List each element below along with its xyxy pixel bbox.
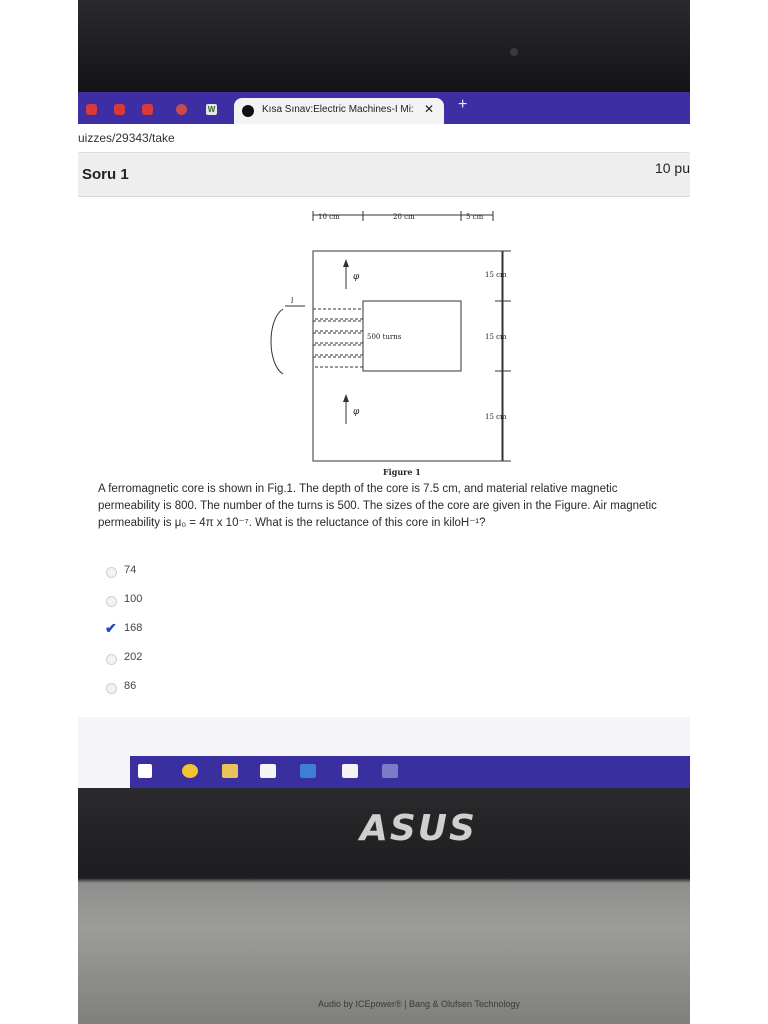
coil-turn: [313, 321, 363, 331]
tab-favicon-icon: [242, 105, 254, 117]
dim-15-bottom: 15 cm: [485, 413, 507, 421]
store-icon[interactable]: [260, 764, 276, 778]
browser-tabbar: [78, 92, 690, 124]
dim-5: 5 cm: [466, 213, 484, 221]
radio-button[interactable]: [106, 567, 117, 578]
dim-20: 20 cm: [393, 213, 415, 221]
tab-close-button[interactable]: ✕: [424, 102, 435, 116]
turns-label: 500 turns: [367, 333, 402, 341]
task-view-icon[interactable]: [138, 764, 152, 778]
laptop-screen: [78, 92, 690, 788]
audio-branding-text: Audio by ICEpower® | Bang & Olufsen Technology: [318, 999, 520, 1009]
coil-turn: [313, 333, 363, 343]
figure-caption: Figure 1: [383, 467, 421, 477]
radio-button[interactable]: [106, 596, 117, 607]
extension-w-icon[interactable]: W: [207, 105, 216, 114]
url-text[interactable]: uizzes/29343/take: [78, 131, 175, 145]
extension-icon[interactable]: [142, 104, 153, 115]
flux-label-bottom: φ: [353, 407, 360, 417]
question-points: 10 pu: [654, 160, 690, 176]
tab-title: Kısa Sınav:Electric Machines-I Mi:: [262, 104, 414, 115]
extension-icon[interactable]: [114, 104, 125, 115]
checkmark-icon: ✔: [105, 620, 117, 636]
coil-lead: [271, 309, 283, 374]
new-tab-button[interactable]: +: [458, 96, 468, 113]
flux-label-top: φ: [353, 272, 360, 282]
magnetic-core-figure: [263, 209, 523, 479]
app-icon[interactable]: [342, 764, 358, 778]
question-body: [78, 197, 690, 717]
webcam-icon: [510, 48, 518, 56]
answer-option-label: 202: [124, 651, 143, 663]
answer-option-label: 100: [124, 593, 143, 605]
coil-turn: [313, 309, 363, 319]
laptop-bezel-top: [78, 0, 690, 92]
question-header: [78, 154, 690, 197]
chrome-icon[interactable]: [182, 764, 198, 778]
mail-icon[interactable]: [300, 764, 316, 778]
windows-taskbar: [130, 756, 690, 788]
coil-turn: [313, 345, 363, 355]
answer-option-label: 74: [124, 564, 137, 576]
extension-icon[interactable]: [176, 104, 187, 115]
core-outer: [313, 251, 503, 461]
current-label: i: [291, 296, 294, 305]
dim-10: 10 cm: [318, 213, 340, 221]
asus-logo: ASUS: [360, 808, 477, 849]
dim-15-mid: 15 cm: [485, 333, 507, 341]
browser-tab-active[interactable]: [234, 98, 444, 124]
app-icon[interactable]: [382, 764, 398, 778]
answer-option-label: 168: [124, 622, 143, 634]
dim-15-top: 15 cm: [485, 271, 507, 279]
file-explorer-icon[interactable]: [222, 764, 238, 778]
address-bar[interactable]: [78, 124, 690, 153]
answer-option-label: 86: [124, 680, 137, 692]
radio-button[interactable]: [106, 654, 117, 665]
question-title: Soru 1: [82, 166, 129, 183]
extension-icon[interactable]: [86, 104, 97, 115]
coil-turn: [313, 357, 363, 367]
radio-button[interactable]: [106, 683, 117, 694]
question-text: A ferromagnetic core is shown in Fig.1. The depth of the core is 7.5 cm, and material relative magnetic permeability is 800. The number of the turns is 500. The sizes of the core are given in the Figure. Air magnetic permeability is μ₀ = 4π x 10⁻⁷. What is the reluctance of this core in kiloH⁻¹?: [98, 483, 657, 529]
